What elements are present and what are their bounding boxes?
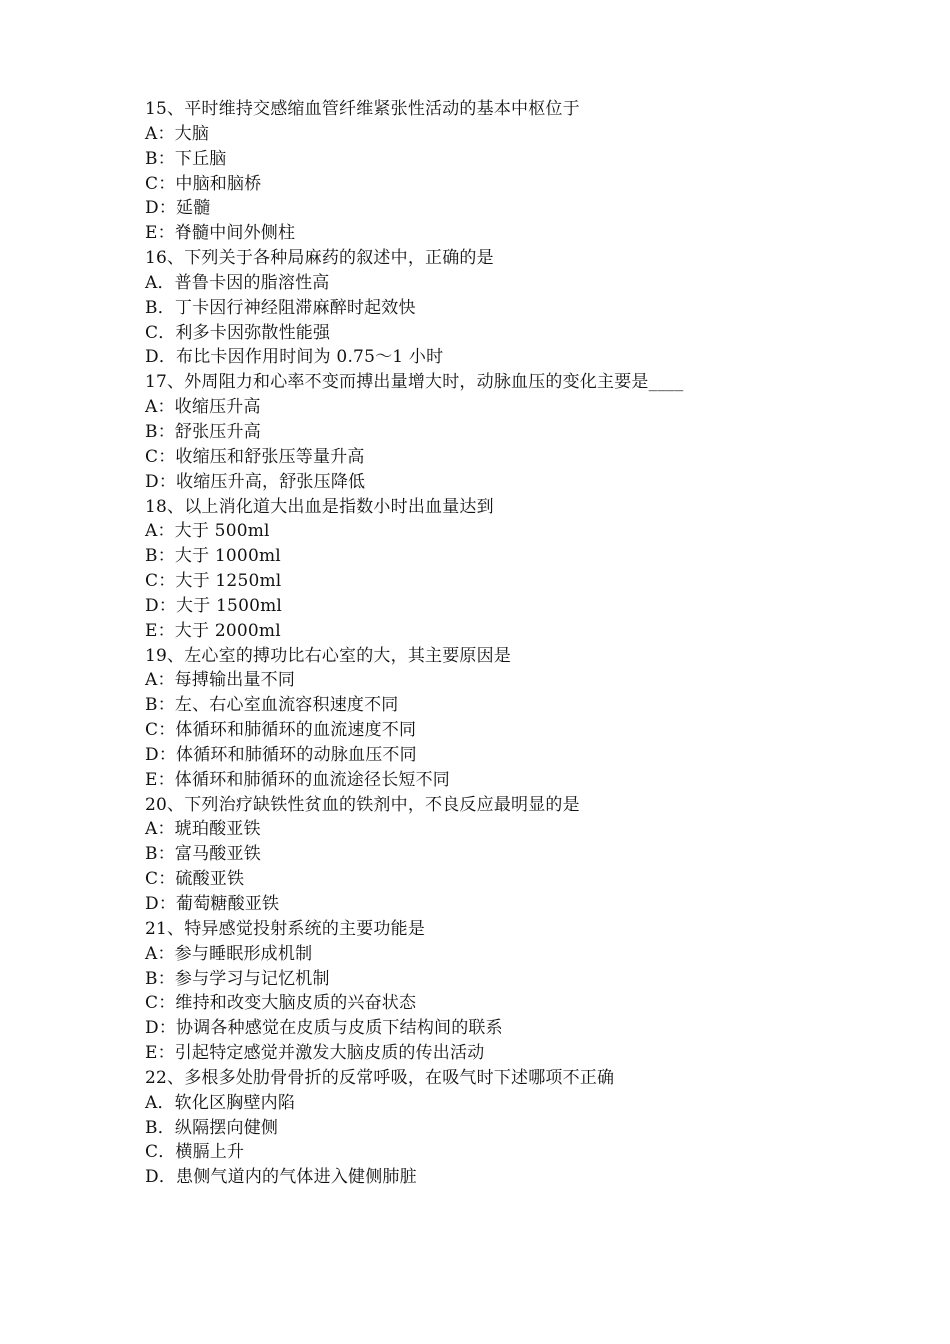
question-17-option-a: A：收缩压升高 bbox=[145, 397, 261, 418]
question-18-option-d: D：大于 1500ml bbox=[145, 595, 283, 616]
question-18-stem: 18、以上消化道大出血是指数小时出血量达到 bbox=[145, 496, 494, 517]
question-20-option-b: B：富马酸亚铁 bbox=[145, 844, 261, 865]
question-16-option-c: C．利多卡因弥散性能强 bbox=[145, 322, 331, 343]
question-16-option-a: A．普鲁卡因的脂溶性高 bbox=[145, 272, 330, 293]
question-16-stem: 16、下列关于各种局麻药的叙述中，正确的是 bbox=[145, 248, 494, 269]
question-17-stem: 17、外周阻力和心率不变而搏出量增大时，动脉血压的变化主要是____ bbox=[145, 372, 684, 393]
question-18-option-b: B：大于 1000ml bbox=[145, 546, 281, 567]
question-17-option-b: B：舒张压升高 bbox=[145, 421, 261, 442]
question-15-option-b: B：下丘脑 bbox=[145, 148, 227, 169]
question-19-option-a: A：每搏输出量不同 bbox=[145, 670, 296, 691]
question-19-stem: 19、左心室的搏功比右心室的大，其主要原因是 bbox=[145, 645, 512, 666]
question-18-option-e: E：大于 2000ml bbox=[145, 620, 281, 641]
question-16-option-d: D．布比卡因作用时间为 0.75～1 小时 bbox=[145, 347, 444, 368]
question-20-stem: 20、下列治疗缺铁性贫血的铁剂中，不良反应最明显的是 bbox=[145, 794, 580, 815]
question-15-option-c: C：中脑和脑桥 bbox=[145, 173, 262, 194]
question-15-option-e: E：脊髓中间外侧柱 bbox=[145, 223, 296, 244]
question-21-option-a: A：参与睡眠形成机制 bbox=[145, 943, 313, 964]
question-22-option-a: A．软化区胸壁内陷 bbox=[145, 1092, 296, 1113]
question-22-option-b: B．纵隔摆向健侧 bbox=[145, 1117, 279, 1138]
question-22-option-c: C．横膈上升 bbox=[145, 1142, 245, 1163]
question-19-option-c: C：体循环和肺循环的血流速度不同 bbox=[145, 720, 417, 741]
question-19-option-d: D：体循环和肺循环的动脉血压不同 bbox=[145, 744, 417, 765]
question-20-option-d: D：葡萄糖酸亚铁 bbox=[145, 894, 280, 914]
question-16-option-b: B．丁卡因行神经阻滞麻醉时起效快 bbox=[145, 297, 416, 318]
question-18-option-a: A：大于 500ml bbox=[145, 521, 270, 542]
question-22-option-d: D．患侧气道内的气体进入健侧肺脏 bbox=[145, 1167, 417, 1188]
question-18-option-c: C：大于 1250ml bbox=[145, 571, 282, 592]
question-19-option-e: E：体循环和肺循环的血流途径长短不同 bbox=[145, 769, 451, 790]
question-21-option-c: C：维持和改变大脑皮质的兴奋状态 bbox=[145, 993, 417, 1014]
question-19-option-b: B：左、右心室血流容积速度不同 bbox=[145, 695, 399, 716]
question-21-option-e: E：引起特定感觉并激发大脑皮质的传出活动 bbox=[145, 1043, 485, 1064]
question-15-option-d: D：延髓 bbox=[145, 198, 211, 219]
document-page bbox=[145, 97, 905, 1190]
question-21-option-b: B：参与学习与记忆机制 bbox=[145, 968, 330, 989]
question-17-option-c: C：收缩压和舒张压等量升高 bbox=[145, 446, 365, 467]
question-17-option-d: D：收缩压升高，舒张压降低 bbox=[145, 471, 366, 492]
question-22-stem: 22、多根多处肋骨骨折的反常呼吸，在吸气时下述哪项不正确 bbox=[145, 1067, 615, 1088]
question-21-option-d: D：协调各种感觉在皮质与皮质下结构间的联系 bbox=[145, 1018, 503, 1039]
question-15-stem: 15、平时维持交感缩血管纤维紧张性活动的基本中枢位于 bbox=[145, 99, 580, 119]
question-21-stem: 21、特异感觉投射系统的主要功能是 bbox=[145, 918, 426, 939]
question-15-option-a: A：大脑 bbox=[145, 123, 210, 144]
question-20-option-a: A：琥珀酸亚铁 bbox=[145, 819, 261, 840]
question-20-option-c: C：硫酸亚铁 bbox=[145, 869, 245, 890]
